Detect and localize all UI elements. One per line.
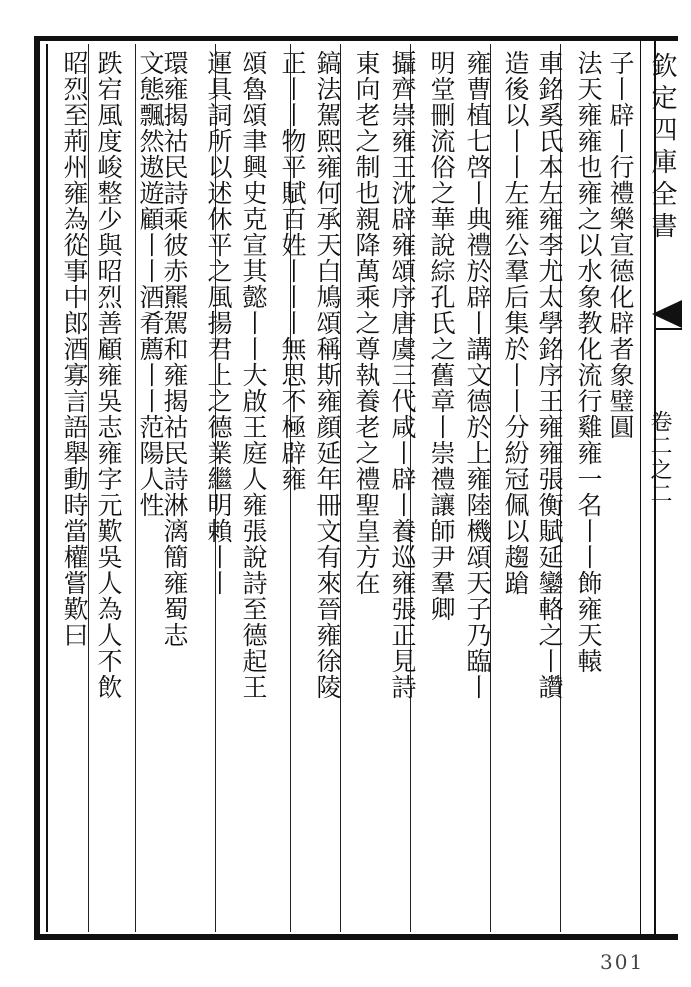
text-column-12: 運具詞所以述休平之風揚君上之德業繼明賴丨丨 bbox=[204, 50, 233, 596]
margin-rule bbox=[640, 36, 641, 940]
text-column-13: 環雍揭祜民詩乘彼赤羆駕和雍揭祜民詩淋漓簡雍蜀志 bbox=[160, 50, 189, 648]
text-column-5: 雍曹植七啓丨典禮於辟丨講文德於上雍陸機頌天子乃臨丨 bbox=[463, 50, 492, 700]
text-column-10: 正丨丨物平賦百姓丨丨丨無思不極辟雍 bbox=[278, 50, 307, 492]
text-column-6: 明堂刪流俗之華說綜孔氏之舊章丨崇禮讓師尹羣卿 bbox=[427, 50, 456, 622]
frame-left-border bbox=[34, 36, 40, 940]
frame-bottom-border bbox=[38, 934, 678, 940]
page-number: 301 bbox=[600, 950, 645, 974]
book-title: 欽定四庫全書 bbox=[647, 52, 677, 244]
text-column-3: 車銘奚氏本左雍李尤太學銘序王雍雍張衡賦延鑾輅之丨讚 bbox=[535, 50, 564, 700]
text-column-15: 跌宕風度峻整少與昭烈善顧雍吳志雍字元歎吳人為人不飲 bbox=[94, 50, 123, 700]
text-column-14: 文態飄然遨遊顧丨丨酒肴薦丨丨范陽人性 bbox=[136, 50, 165, 518]
frame-inner-left-border bbox=[46, 44, 48, 932]
text-column-9: 鎬法駕熙雍何承天白鳩頌稱斯雍顔延年冊文有來晉雍徐陵 bbox=[313, 50, 342, 700]
text-column-1: 子丨辟丨行禮樂宣德化辟者象璧圓 bbox=[606, 50, 635, 440]
text-column-7: 攝齊崇雍王沈辟雍頌序唐虞三代咸丨辟丨養巡雍張正見詩 bbox=[388, 50, 417, 700]
fishtail-rule bbox=[656, 328, 682, 330]
text-column-4: 造後以丨丨左雍公羣后集於丨丨分紛冠佩以趨蹌 bbox=[501, 50, 530, 596]
fishtail-mark-icon bbox=[652, 300, 682, 328]
text-column-8: 東向老之制也親降萬乘之尊執養老之禮聖皇方在 bbox=[352, 50, 381, 596]
chapter-label: 卷二之二 bbox=[647, 410, 672, 506]
frame-top-border bbox=[38, 36, 678, 41]
text-column-2: 法天雍雍也雍之以水象教化流行雞雍一名丨丨飾雍天轅 bbox=[574, 50, 603, 674]
text-column-11: 頌魯頌聿興史克宣其懿丨丨大啟王庭人雍張說詩至德起王 bbox=[239, 50, 268, 700]
text-column-16: 昭烈至荊州雍為從事中郎酒寡言語舉動時當權嘗歎曰 bbox=[60, 50, 89, 648]
